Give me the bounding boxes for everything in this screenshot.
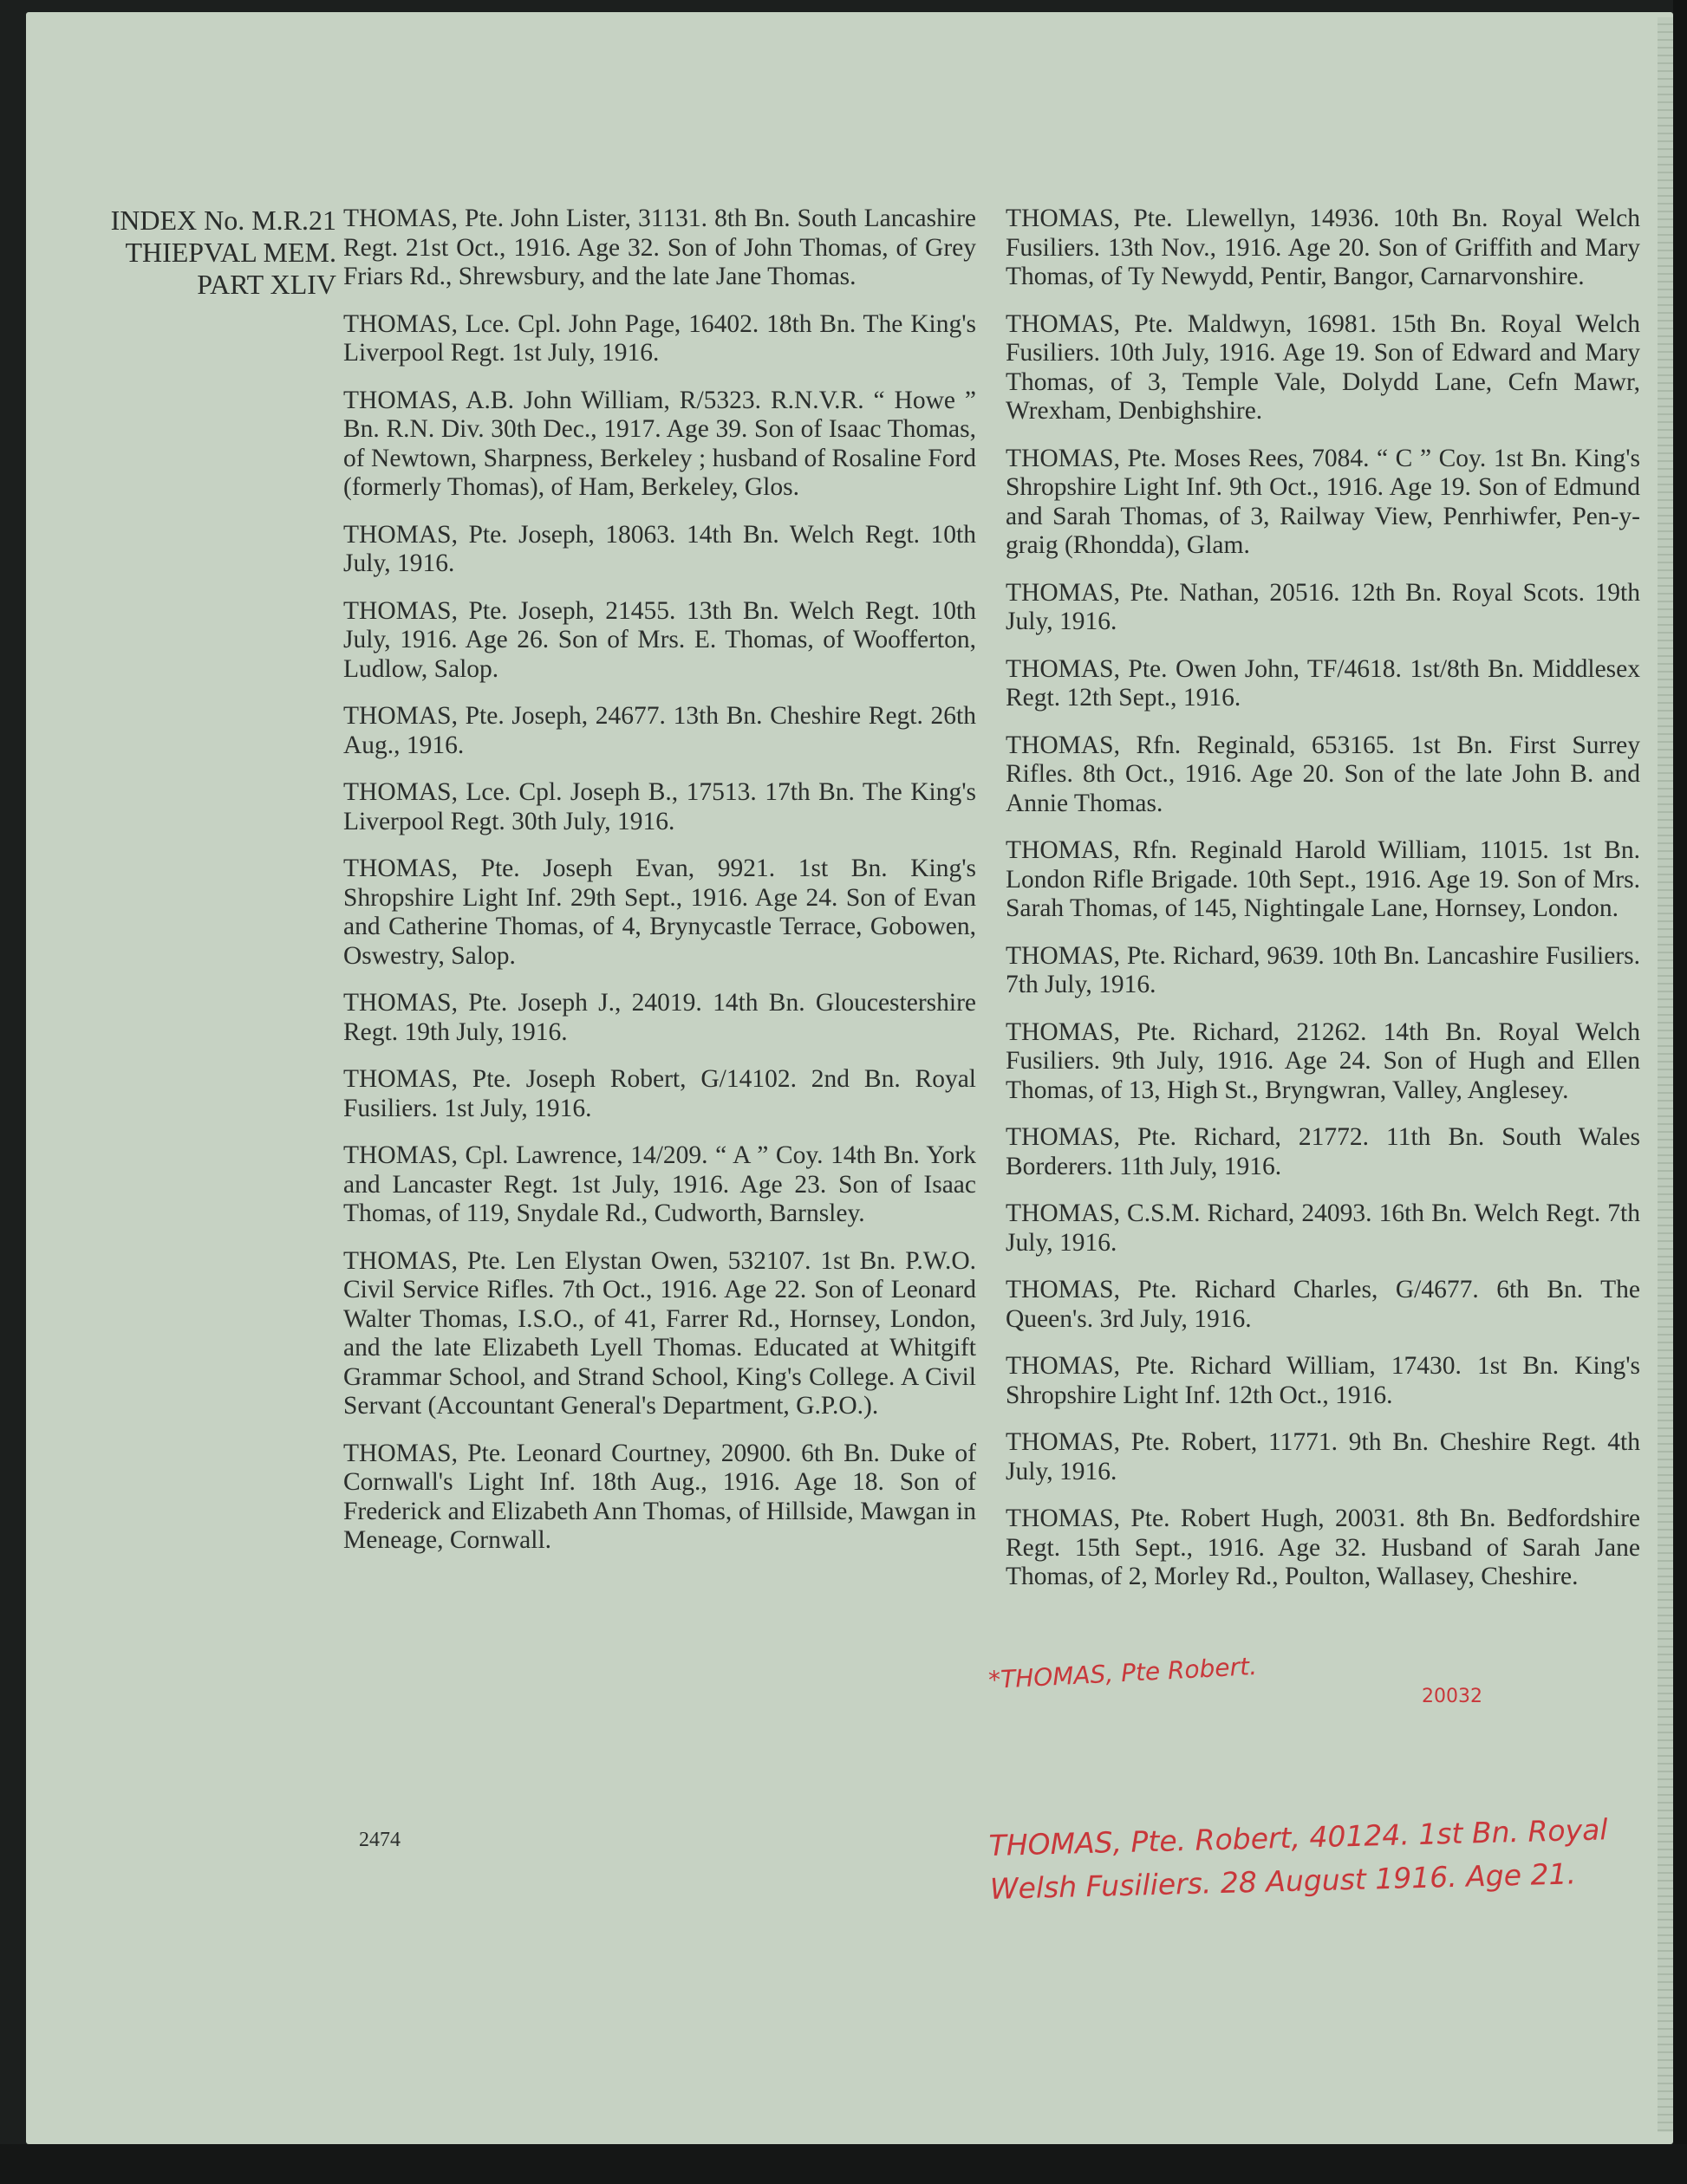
register-entry: THOMAS, Pte. Joseph J., 24019. 14th Bn. Gloucestershire Regt. 19th July, 1916. (343, 989, 976, 1046)
index-number: INDEX No. M.R.21 (110, 205, 336, 236)
register-entry: THOMAS, Pte. Leonard Courtney, 20900. 6th Bn. Duke of Cornwall's Light Inf. 18th Aug., 1916. Age 18. Son of Frederick and Elizabeth Ann Thomas, of Hillside, Mawgan in Meneage, Cornwall. (343, 1439, 976, 1554)
register-entry: THOMAS, Pte. Robert, 11771. 9th Bn. Cheshire Regt. 4th July, 1916. (1006, 1428, 1640, 1485)
register-entry: THOMAS, Pte. Len Elystan Owen, 532107. 1st Bn. P.W.O. Civil Service Rifles. 7th Oct., 1916. Age 22. Son of Leonard Walter Thomas, I.S.O., of 41, Farrer Rd., Hornsey, London, and the late Elizabeth Lyell Thomas. Educated at Whitgift Grammar School, and Strand School, King's College. A Civil Servant (Accountant General's Department, G.P.O.). (343, 1246, 976, 1420)
register-entry: THOMAS, Pte. Robert Hugh, 20031. 8th Bn. Bedfordshire Regt. 15th Sept., 1916. Age 32. Husband of Sarah Jane Thomas, of 2, Morley Rd., Poulton, Wallasey, Cheshire. (1006, 1505, 1640, 1590)
register-entry: THOMAS, Rfn. Reginald, 653165. 1st Bn. First Surrey Rifles. 8th Oct., 1916. Age 20. Son of the late John B. and Annie Thomas. (1006, 731, 1640, 817)
register-entry: THOMAS, A.B. John William, R/5323. R.N.V.R. “ Howe ” Bn. R.N. Div. 30th Dec., 1917. Age 39. Son of Isaac Thomas, of Newtown, Sharpness, Berkeley ; husband of Rosaline Ford (formerly Thomas), of Ham, Berkeley, Glos. (343, 386, 976, 501)
scan-border-right (1673, 0, 1687, 2184)
handwritten-corrected-number: 20032 (1422, 1686, 1482, 1707)
memorial-name: THIEPVAL MEM. (125, 237, 336, 268)
register-entry: THOMAS, Pte. Richard William, 17430. 1st Bn. King's Shropshire Light Inf. 12th Oct., 1916. (1006, 1352, 1640, 1409)
register-entry: THOMAS, Pte. Joseph Robert, G/14102. 2nd Bn. Royal Fusiliers. 1st July, 1916. (343, 1065, 976, 1122)
register-entry: THOMAS, Pte. Owen John, TF/4618. 1st/8th Bn. Middlesex Regt. 12th Sept., 1916. (1006, 654, 1640, 712)
register-entry: THOMAS, Cpl. Lawrence, 14/209. “ A ” Coy. 14th Bn. York and Lancaster Regt. 1st July, 1916. Age 23. Son of Isaac Thomas, of 119, Snydale Rd., Cudworth, Barnsley. (343, 1141, 976, 1227)
index-heading (76, 205, 336, 301)
register-entry: THOMAS, Lce. Cpl. John Page, 16402. 18th Bn. The King's Liverpool Regt. 1st July, 1916. (343, 309, 976, 367)
handwritten-insert-note: *THOMAS, Pte Robert. (987, 1651, 1258, 1695)
register-entry: THOMAS, Pte. Joseph, 24677. 13th Bn. Cheshire Regt. 26th Aug., 1916. (343, 702, 976, 759)
part-number: PART XLIV (197, 269, 336, 300)
register-entry: THOMAS, C.S.M. Richard, 24093. 16th Bn. Welch Regt. 7th July, 1916. (1006, 1199, 1640, 1257)
register-entry: THOMAS, Pte. Maldwyn, 16981. 15th Bn. Royal Welch Fusiliers. 10th July, 1916. Age 19. Son of Edward and Mary Thomas, of 3, Temple Vale, Dolydd Lane, Cefn Mawr, Wrexham, Denbighshire. (1006, 309, 1640, 425)
register-entry: THOMAS, Pte. Joseph, 21455. 13th Bn. Welch Regt. 10th July, 1916. Age 26. Son of Mrs. E. Thomas, of Woofferton, Ludlow, Salop. (343, 596, 976, 683)
page-number: 2474 (359, 1829, 401, 1851)
register-entry: THOMAS, Rfn. Reginald Harold William, 11015. 1st Bn. London Rifle Brigade. 10th Sept., 1916. Age 19. Son of Mrs. Sarah Thomas, of 145, Nightingale Lane, Hornsey, London. (1006, 836, 1640, 922)
page-edge (1658, 17, 1673, 2132)
register-entry: THOMAS, Pte. Richard, 9639. 10th Bn. Lancashire Fusiliers. 7th July, 1916. (1006, 941, 1640, 998)
left-column (343, 205, 976, 1574)
register-entry: THOMAS, Pte. Nathan, 20516. 12th Bn. Royal Scots. 19th July, 1916. (1006, 578, 1640, 635)
register-entry: THOMAS, Pte. Joseph Evan, 9921. 1st Bn. King's Shropshire Light Inf. 29th Sept., 1916. Age 24. Son of Evan and Catherine Thomas, of 4, Brynycastle Terrace, Gobowen, Oswestry, Salop. (343, 855, 976, 970)
register-entry: THOMAS, Pte. John Lister, 31131. 8th Bn. South Lancashire Regt. 21st Oct., 1916. Age 32. Son of John Thomas, of Grey Friars Rd., Shrewsbury, and the late Jane Thomas. (343, 205, 976, 290)
register-entry: THOMAS, Pte. Llewellyn, 14936. 10th Bn. Royal Welch Fusiliers. 13th Nov., 1916. Age 20. Son of Griffith and Mary Thomas, of Ty Newydd, Pentir, Bangor, Carnarvonshire. (1006, 205, 1640, 290)
register-entry: THOMAS, Pte. Richard Charles, G/4677. 6th Bn. The Queen's. 3rd July, 1916. (1006, 1276, 1640, 1333)
right-column (1006, 205, 1640, 1610)
register-entry: THOMAS, Lce. Cpl. Joseph B., 17513. 17th Bn. The King's Liverpool Regt. 30th July, 1916. (343, 778, 976, 835)
scan-border-bottom (0, 2144, 1687, 2184)
register-entry: THOMAS, Pte. Richard, 21772. 11th Bn. South Wales Borderers. 11th July, 1916. (1006, 1123, 1640, 1180)
register-entry: THOMAS, Pte. Joseph, 18063. 14th Bn. Welch Regt. 10th July, 1916. (343, 520, 976, 577)
register-entry: THOMAS, Pte. Moses Rees, 7084. “ C ” Coy. 1st Bn. King's Shropshire Light Inf. 9th Oct., 1916. Age 19. Son of Edmund and Sarah Thomas, of 3, Railway View, Penrhiwfer, Pen-y-graig (Rhondda), Glam. (1006, 444, 1640, 559)
handwritten-addition: THOMAS, Pte. Robert, 40124. 1st Bn. Royal Welsh Fusiliers. 28 August 1916. Age 21. (988, 1812, 1608, 1906)
register-entry: THOMAS, Pte. Richard, 21262. 14th Bn. Royal Welch Fusiliers. 9th July, 1916. Age 24. Son of Hugh and Ellen Thomas, of 13, High St., Bryngwran, Valley, Anglesey. (1006, 1017, 1640, 1104)
